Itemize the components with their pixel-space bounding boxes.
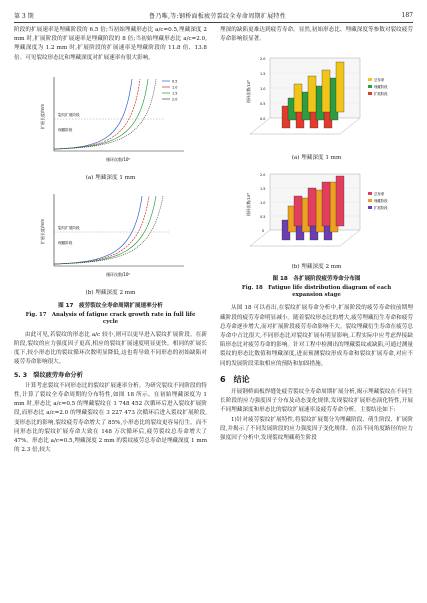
- fig18a-legend-1: 总寿命: [374, 78, 385, 83]
- para-5-3: 计算考虑裂纹不同形态比的裂纹扩展速率分析。为研究裂纹不同阶段的特性,计算了裂纹全寿命周期的分布特性,如图 18 所示。在初始埋藏深度为 1 mm 时,形态比 a/c=0.5 的埋藏裂纹在 1 748 452 次循环后进入裂纹扩展阶段,而形态比 a/c=2.0 的埋藏裂纹在 3 227 473 次循环后进入裂纹扩展阶段,变形态比的影响,裂纹疲劳寿命增大了 85%,小形态比的裂纹更容易衍生。而不同形态比的裂纹扩展寿命大致在 148 万次循环后,疲劳裂纹总寿命增大了 47%。形态比 a/c=0.5,埋藏深度 2 mm 的裂纹疲劳总寿命是埋藏深度 1 mm 的 2.3 倍,较大: [14, 382, 207, 454]
- fig18b-legend: [368, 191, 388, 210]
- section-5-3-title: 5. 3 裂纹疲劳寿命分析: [14, 371, 83, 379]
- figure-17b: [14, 186, 207, 326]
- fig18-caption-cn: 图 18 各扩展阶段疲劳寿命分布图: [272, 276, 361, 283]
- fig17a-legend: [162, 79, 177, 101]
- fig18b-tick-4: 2.0: [260, 172, 266, 177]
- fig17b-xlabel: 循环次数/10⁶: [106, 272, 131, 278]
- fig18a-bar: [294, 84, 302, 112]
- fig18-caption-en: Fig. 18 Fatigue life distribution diagram of each expansion stage: [241, 285, 392, 299]
- fig18b-bar: [336, 176, 344, 226]
- fig18b-zlabel: 循环次数/10⁶: [246, 192, 251, 216]
- fig18a-tick-1: 0.5: [260, 102, 266, 107]
- fig18b-legend-3: 扩展阶段: [374, 205, 388, 210]
- fig18b-subcaption: (b) 埋藏深度 2 mm: [291, 264, 342, 271]
- figure-18a: [220, 48, 413, 162]
- fig17a-annotation-1: 裂纹扩展阶段: [58, 112, 80, 117]
- figure-17a: [14, 69, 207, 183]
- figure-18a-plot: [220, 48, 413, 148]
- fig17b-annotation-1: 裂纹扩展阶段: [58, 226, 80, 231]
- fig18b-tick-0: 0: [262, 228, 265, 233]
- fig17b-curve-4: [54, 196, 163, 264]
- fig18a-tick-4: 2.0: [260, 57, 266, 62]
- fig17b-annotation-2: 埋藏阶段: [58, 241, 73, 246]
- fig18a-zlabel: 循环次数/10⁶: [246, 80, 251, 104]
- fig17b-curve-2: [54, 196, 149, 264]
- right-intro: 埋深的缺陷更难达到疲劳寿命。显然,初始形态比、埋藏深度等参数对裂纹疲劳寿命影响很显著。: [220, 27, 413, 43]
- fig18b-bar: [294, 196, 302, 226]
- section-6-title: 6 结论: [220, 374, 250, 384]
- left-column: [14, 26, 207, 455]
- fig18a-tick-2: 1.0: [260, 87, 266, 92]
- fig17a-legend-3: 1.5: [172, 91, 178, 96]
- fig18a-ticks: [260, 57, 265, 121]
- fig18a-tick-0: 0.0: [260, 117, 266, 122]
- fig18a-bar: [308, 76, 316, 112]
- running-header: [14, 8, 413, 23]
- fig18a-legend-3: 扩展阶段: [374, 92, 388, 97]
- fig18b-bar: [308, 188, 316, 226]
- fig18b-tick-1: 0.5: [260, 214, 266, 219]
- fig18b-bar: [322, 182, 330, 226]
- fig18b-tick-2: 1.0: [260, 200, 266, 205]
- fig17b-curve-3: [54, 196, 156, 264]
- fig17a-subcaption: (a) 埋藏深度 1 mm: [85, 175, 136, 182]
- fig18a-bar: [322, 70, 330, 112]
- fig17a-xlabel: 循环次数/10⁶: [106, 156, 131, 162]
- intro-paragraph: 阶段的扩展速率是埋藏阶段的 6.5 倍;当初始埋藏形态比 a/c=0.5,埋藏深度 2 mm 时,扩展阶段的扩展速率是埋藏阶段的 8 倍;当初始埋藏形态比 a/c=2.0,埋藏深度为 1.2 mm 时,扩展阶段的扩展速率是埋藏阶段的 11.8 倍、13.8 倍。可见裂纹形态比和埋藏深度对扩展速率有很大影响。: [14, 27, 207, 61]
- fig17b-curve-1: [54, 196, 142, 264]
- para-after-fig17: 由此可见,若裂纹的形态比 a/c 较小,则可以更早进入裂纹扩展阶段。在新阶段,裂纹的应力强度因子更高,相应的裂纹扩展速度明显更快。相同的扩展长度下,较小形态比的裂纹循环次数明显降低,这也将导致不同形态的初始缺陷对疲劳寿命影响很大。: [14, 331, 207, 366]
- issue-label: 第 3 期: [14, 12, 34, 20]
- fig17a-legend-2: 1.0: [172, 85, 178, 90]
- fig18b-tick-3: 1.5: [260, 186, 266, 191]
- fig18a-legend-2: 埋藏阶段: [374, 85, 388, 90]
- fig17-caption-cn: 图 17 疲劳裂纹全寿命周期扩展速率分析: [58, 302, 163, 309]
- fig18b-ticks: [260, 173, 265, 233]
- fig18a-legend: [368, 77, 388, 96]
- fig17a-legend-4: 2.0: [172, 97, 178, 102]
- running-title: 鲁乃唯,等:钢桥面板疲劳裂纹全寿命周期扩展特性: [149, 12, 287, 20]
- right-para-1: 从图 18 可以看出,在裂纹扩展寿命分析中,扩展阶段的疲劳寿命较前期埋藏阶段的疲劳寿命明显减小。随着裂纹形态比的增大,疲劳埋藏衍生寿命和疲劳总寿命逐步增大,而对扩展阶段疲劳寿命影响不大。裂纹埋藏衍生寿命在疲劳总寿命中占比很大,不同形态比对裂纹扩展有明显影响,工程实际中应考虑焊接缺陷形态比对疲劳寿命的影响。针对工程中检测出的埋藏裂纹或缺陷,可通过测量裂纹的形态比数值和埋藏深度,进而预测裂纹形成寿命和裂纹扩展寿命,对应不同的发展阶段采取相应的预防和加固措施。: [220, 305, 413, 367]
- fig17b-ylabel: 扩展长度/mm: [40, 219, 45, 245]
- fig18b-legend-1: 总寿命: [374, 191, 385, 196]
- figure-18b-plot: [220, 166, 413, 258]
- fig18a-subcaption: (a) 埋藏深度 1 mm: [291, 154, 342, 161]
- fig18a-bar: [336, 62, 344, 112]
- fig17-caption-en: Fig. 17 Analysis of fatigue crack growth rate in full life cycle: [25, 311, 196, 325]
- figure-17a-plot: [14, 69, 207, 169]
- right-column: [220, 26, 413, 443]
- figure-17b-plot: [14, 186, 207, 284]
- fig17a-annotation-2: 埋藏阶段: [58, 127, 73, 132]
- fig17b-subcaption: (b) 埋藏深度 2 mm: [85, 290, 136, 297]
- fig17a-ylabel: 扩展长度/mm: [40, 103, 45, 129]
- fig17a-legend-1: 0.5: [172, 79, 178, 84]
- fig18b-legend-2: 埋藏阶段: [374, 198, 388, 203]
- fig18a-tick-3: 1.5: [260, 72, 266, 77]
- page-number: 187: [401, 11, 413, 19]
- figure-18b: [220, 166, 413, 300]
- para-6: 开展钢桥面板焊缝处疲劳裂纹全寿命周期扩展分析,揭示埋藏裂纹在不同生长阶段的应力强度因子分布及动态变化规律,发现裂纹扩展形态演化特性,开展不同埋藏深度和形态比的裂纹扩展速率及疲劳寿命分析。主要结论如下:: [220, 389, 413, 414]
- para-6-1: 1)针对疲劳裂纹扩展特性,将裂纹扩展划分为埋藏阶段、萌生阶段、扩展阶段,并揭示了不同发展阶段的应力强度因子变化规律。在沿不同角度路径的应力强度因子分析中,发现裂纹埋藏萌生阶段: [220, 416, 413, 442]
